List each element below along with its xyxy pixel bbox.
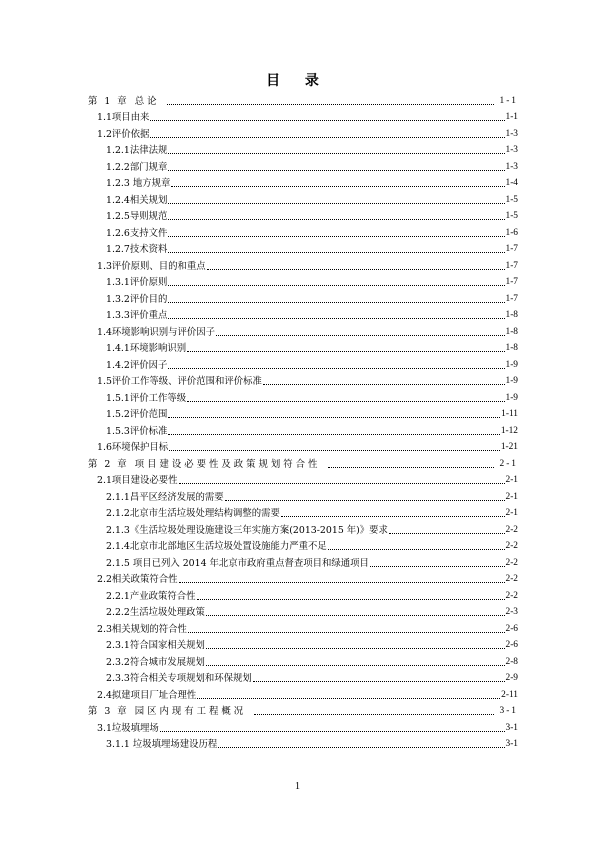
toc-entry[interactable] bbox=[88, 387, 518, 404]
toc-entry-number: 2.2.2 bbox=[106, 607, 130, 618]
toc-leader-dots bbox=[167, 94, 493, 105]
toc-leader-dots bbox=[168, 193, 504, 204]
toc-entry-page: 1-9 bbox=[505, 376, 518, 386]
toc-entry-title: 生活垃圾处理政策 bbox=[129, 607, 205, 618]
toc-leader-dots bbox=[253, 671, 505, 682]
toc-entry-number: 1.3.3 bbox=[106, 310, 130, 321]
toc-leader-dots bbox=[179, 572, 505, 583]
toc-entry[interactable] bbox=[88, 123, 518, 140]
toc-entry-number: 2.3.2 bbox=[106, 656, 130, 668]
toc-entry[interactable] bbox=[88, 536, 518, 553]
toc-leader-dots bbox=[188, 622, 505, 633]
toc-entry-page: 1-8 bbox=[505, 326, 518, 337]
toc-entry-title: 环境影响识别 bbox=[129, 343, 187, 354]
toc-leader-dots bbox=[168, 292, 504, 303]
toc-entry-page: 2-6 bbox=[505, 623, 518, 634]
toc-leader-dots bbox=[370, 556, 505, 567]
toc-entry[interactable] bbox=[88, 222, 518, 239]
toc-entry-page: 2-1 bbox=[505, 475, 518, 485]
toc-leader-dots bbox=[168, 226, 504, 237]
toc-leader-dots bbox=[187, 341, 504, 352]
toc-entry-page: 1-5 bbox=[505, 194, 518, 205]
toc-entry-page: 1-3 bbox=[505, 161, 518, 172]
toc-entry-page: 2-2 bbox=[505, 574, 518, 584]
toc-entry-number: 3.1 bbox=[97, 722, 112, 734]
toc-entry-number: 1.2.5 bbox=[106, 211, 130, 222]
toc-entry-number: 2.3 bbox=[97, 623, 112, 635]
toc-entry-page: 1-7 bbox=[505, 260, 518, 271]
toc-entry[interactable] bbox=[88, 552, 518, 569]
toc-entry[interactable] bbox=[88, 602, 518, 619]
toc-entry-title: 评价原则、目的和重点 bbox=[111, 260, 206, 272]
toc-entry-page: 1-5 bbox=[505, 211, 518, 221]
toc-entry-page: 1-12 bbox=[500, 425, 518, 436]
toc-entry-title: 北京市北部地区生活垃圾处置设施能力严重不足 bbox=[129, 541, 327, 552]
toc-entry-title: 总论 bbox=[134, 95, 160, 107]
toc-leader-dots bbox=[225, 490, 505, 501]
toc-entry[interactable] bbox=[88, 404, 518, 421]
toc-leader-dots bbox=[206, 638, 505, 649]
toc-entry-title: 评价标准 bbox=[129, 425, 168, 437]
toc-entry-number: 2.1.2 bbox=[106, 508, 130, 519]
toc-entry-number: 2.4 bbox=[97, 689, 112, 701]
toc-entry-page: 2-1 bbox=[505, 508, 518, 518]
toc-leader-dots bbox=[207, 259, 505, 270]
toc-entry-title: 支持文件 bbox=[129, 227, 168, 239]
toc-entry-title: 项目已列入 2014 年北京市政府重点督查项目和绿通项目 bbox=[132, 557, 369, 569]
toc-entry-number: 2.3.1 bbox=[106, 640, 130, 651]
toc-entry-title: 北京市生活垃圾处理结构调整的需要 bbox=[129, 508, 280, 519]
toc-entry-page: 1-21 bbox=[500, 442, 518, 452]
toc-entry-title: 符合相关专项规划和环保规划 bbox=[129, 673, 252, 684]
toc-entry-number: 2.2 bbox=[97, 574, 112, 585]
toc-entry-number: 1.2.6 bbox=[106, 227, 130, 239]
toc-entry-page: 2-2 bbox=[505, 590, 518, 601]
toc-entry-title: 评价因子 bbox=[129, 359, 168, 371]
toc-entry-title: 部门规章 bbox=[129, 161, 168, 173]
toc-entry-number: 1.4 bbox=[97, 326, 112, 338]
toc-leader-dots bbox=[263, 374, 505, 385]
toc-entry-page: 1-11 bbox=[501, 409, 518, 419]
toc-entry-title: 符合国家相关规划 bbox=[129, 640, 205, 651]
toc-entry-number: 1.4.2 bbox=[106, 359, 130, 371]
toc-entry-title: 法律法规 bbox=[129, 145, 168, 156]
toc-leader-dots bbox=[168, 424, 499, 435]
toc-entry-number: 1.5 bbox=[97, 376, 112, 387]
toc-entry[interactable] bbox=[88, 437, 518, 454]
toc-leader-dots bbox=[328, 457, 493, 468]
toc-entry-title: 评价依据 bbox=[111, 128, 150, 140]
toc-entry[interactable] bbox=[88, 173, 518, 190]
toc-entry-page: 3-1 bbox=[505, 722, 518, 733]
toc-entry-number: 1.4.1 bbox=[106, 343, 130, 354]
toc-entry-number: 1.1 bbox=[97, 112, 112, 123]
toc-entry[interactable] bbox=[88, 734, 518, 751]
toc-entry[interactable] bbox=[88, 321, 518, 338]
toc-entry[interactable] bbox=[88, 206, 518, 223]
toc-entry[interactable] bbox=[88, 305, 518, 322]
toc-entry-number: 第 1 章 bbox=[88, 95, 129, 107]
toc-entry-number: 1.3.1 bbox=[106, 277, 130, 288]
toc-entry-page: 1-9 bbox=[505, 359, 518, 370]
toc-entry-number: 1.5.3 bbox=[106, 425, 130, 437]
toc-leader-dots bbox=[206, 655, 505, 666]
toc-leader-dots bbox=[168, 209, 504, 220]
table-of-contents bbox=[88, 90, 518, 750]
toc-entry[interactable] bbox=[88, 684, 518, 701]
toc-leader-dots bbox=[169, 440, 500, 451]
toc-entry-number: 第 2 章 bbox=[88, 458, 129, 470]
toc-entry-number: 1.2.4 bbox=[106, 194, 130, 206]
toc-leader-dots bbox=[216, 325, 504, 336]
toc-entry[interactable] bbox=[88, 338, 518, 355]
toc-entry[interactable] bbox=[88, 420, 518, 437]
toc-entry-number: 2.1.3 bbox=[106, 524, 130, 536]
toc-entry-title: 相关规划的符合性 bbox=[111, 623, 187, 635]
toc-entry[interactable] bbox=[88, 156, 518, 173]
toc-entry-title: 项目建设必要性 bbox=[111, 475, 178, 486]
toc-entry-title: 昌平区经济发展的需要 bbox=[129, 491, 224, 503]
toc-entry-number: 1.3 bbox=[97, 260, 112, 272]
toc-entry-number: 2.1.1 bbox=[106, 491, 130, 503]
toc-entry[interactable] bbox=[88, 140, 518, 157]
toc-entry-page: 1-1 bbox=[499, 95, 518, 106]
toc-entry-number: 1.2.3 bbox=[106, 178, 130, 189]
toc-leader-dots bbox=[197, 688, 500, 699]
toc-entry[interactable] bbox=[88, 618, 518, 635]
toc-leader-dots bbox=[171, 176, 504, 187]
toc-entry-number: 2.2.1 bbox=[106, 590, 130, 602]
toc-leader-dots bbox=[254, 704, 493, 715]
toc-entry-page: 2-2 bbox=[505, 557, 518, 568]
toc-entry-page: 2-1 bbox=[499, 458, 518, 469]
toc-entry-number: 3.1.1 bbox=[106, 739, 130, 750]
toc-entry-title: 环境影响识别与评价因子 bbox=[111, 326, 216, 338]
toc-entry-page: 1-3 bbox=[505, 145, 518, 155]
toc-entry-page: 1-4 bbox=[505, 178, 518, 188]
toc-entry[interactable] bbox=[88, 272, 518, 289]
toc-entry-page: 2-9 bbox=[505, 673, 518, 683]
toc-leader-dots bbox=[206, 605, 505, 616]
toc-leader-dots bbox=[281, 506, 505, 517]
toc-entry-title: 《生活垃圾处理设施建设三年实施方案(2013-2015 年)》要求 bbox=[129, 524, 388, 536]
toc-entry-page: 2-3 bbox=[505, 607, 518, 617]
toc-entry[interactable] bbox=[88, 486, 518, 503]
toc-entry-title: 项目由来 bbox=[111, 112, 150, 123]
toc-entry-page: 2-8 bbox=[505, 656, 518, 667]
toc-entry-title: 评价目的 bbox=[129, 293, 168, 305]
toc-entry-number: 1.2.7 bbox=[106, 244, 130, 255]
toc-leader-dots bbox=[328, 539, 505, 550]
toc-entry-title: 符合城市发展规划 bbox=[129, 656, 205, 668]
toc-entry-page: 1-8 bbox=[505, 310, 518, 320]
page-number: 1 bbox=[295, 781, 300, 792]
toc-entry-title: 园区内现有工程概况 bbox=[134, 706, 247, 717]
toc-entry[interactable] bbox=[88, 717, 518, 734]
toc-leader-dots bbox=[168, 358, 504, 369]
toc-leader-dots bbox=[168, 308, 504, 319]
toc-entry-title: 地方规章 bbox=[132, 178, 171, 189]
toc-entry-title: 垃圾填埋场 bbox=[111, 722, 159, 734]
toc-entry-title: 相关政策符合性 bbox=[111, 574, 178, 585]
toc-entry-page: 3-1 bbox=[505, 739, 518, 749]
toc-leader-dots bbox=[187, 391, 504, 402]
toc-entry-title: 评价原则 bbox=[129, 277, 168, 288]
toc-entry-page: 2-6 bbox=[505, 640, 518, 650]
toc-leader-dots bbox=[389, 523, 505, 534]
toc-entry-page: 1-7 bbox=[505, 277, 518, 287]
toc-entry[interactable] bbox=[88, 470, 518, 487]
toc-entry[interactable] bbox=[88, 354, 518, 371]
toc-entry[interactable] bbox=[88, 255, 518, 272]
toc-entry-page: 1-9 bbox=[505, 392, 518, 403]
toc-entry-title: 产业政策符合性 bbox=[129, 590, 196, 602]
toc-entry[interactable] bbox=[88, 453, 518, 470]
toc-entry-title: 评价工作等级 bbox=[129, 392, 187, 404]
toc-entry-page: 3-1 bbox=[499, 706, 518, 716]
toc-entry-page: 2-2 bbox=[505, 541, 518, 551]
toc-entry-number: 1.5.2 bbox=[106, 409, 130, 420]
toc-entry-title: 技术资料 bbox=[129, 244, 168, 255]
toc-entry-number: 第 3 章 bbox=[88, 706, 129, 717]
toc-entry[interactable] bbox=[88, 569, 518, 586]
toc-entry[interactable] bbox=[88, 585, 518, 602]
toc-entry-title: 垃圾填埋场建设历程 bbox=[132, 739, 218, 750]
toc-entry-number: 1.5.1 bbox=[106, 392, 130, 404]
toc-leader-dots bbox=[168, 242, 504, 253]
toc-entry-title: 评价重点 bbox=[129, 310, 168, 321]
toc-entry[interactable] bbox=[88, 503, 518, 520]
toc-entry[interactable] bbox=[88, 701, 518, 718]
toc-entry-title: 项目建设必要性及政策规划符合性 bbox=[134, 458, 321, 470]
toc-entry[interactable] bbox=[88, 371, 518, 388]
toc-entry[interactable] bbox=[88, 519, 518, 536]
toc-entry-number: 1.2.1 bbox=[106, 145, 130, 156]
toc-leader-dots bbox=[168, 143, 504, 154]
toc-entry-page: 1-7 bbox=[505, 244, 518, 254]
toc-entry-number: 2.1.4 bbox=[106, 541, 130, 552]
toc-leader-dots bbox=[168, 407, 500, 418]
toc-entry-page: 1-7 bbox=[505, 293, 518, 304]
toc-leader-dots bbox=[150, 127, 504, 138]
toc-entry[interactable] bbox=[88, 288, 518, 305]
toc-entry-number: 2.1 bbox=[97, 475, 112, 486]
toc-entry-page: 1-3 bbox=[505, 128, 518, 139]
toc-entry[interactable] bbox=[88, 651, 518, 668]
toc-entry-title: 相关规划 bbox=[129, 194, 168, 206]
toc-leader-dots bbox=[197, 589, 505, 600]
toc-entry-page: 2-1 bbox=[505, 491, 518, 502]
toc-entry-number: 1.3.2 bbox=[106, 293, 130, 305]
toc-entry-page: 1-6 bbox=[505, 227, 518, 238]
toc-leader-dots bbox=[218, 737, 504, 748]
toc-entry[interactable] bbox=[88, 239, 518, 256]
page-title: 目 录 bbox=[266, 73, 329, 89]
toc-leader-dots bbox=[168, 275, 504, 286]
toc-entry-number: 1.2 bbox=[97, 128, 112, 140]
toc-entry-title: 拟建项目厂址合理性 bbox=[111, 689, 197, 701]
toc-entry-number: 1.2.2 bbox=[106, 161, 130, 173]
toc-leader-dots bbox=[150, 110, 504, 121]
toc-entry[interactable] bbox=[88, 635, 518, 652]
toc-entry-page: 1-1 bbox=[505, 112, 518, 122]
toc-entry[interactable] bbox=[88, 189, 518, 206]
toc-entry-title: 导则规范 bbox=[129, 211, 168, 222]
toc-entry[interactable] bbox=[88, 90, 518, 107]
toc-leader-dots bbox=[160, 721, 505, 732]
toc-entry-page: 2-11 bbox=[501, 689, 518, 700]
toc-leader-dots bbox=[168, 160, 504, 171]
toc-entry-number: 2.1.5 bbox=[106, 557, 130, 569]
toc-entry-title: 环境保护目标 bbox=[111, 442, 169, 453]
toc-entry-number: 2.3.3 bbox=[106, 673, 130, 684]
toc-entry-page: 1-8 bbox=[505, 343, 518, 353]
toc-entry-title: 评价工作等级、评价范围和评价标准 bbox=[111, 376, 262, 387]
toc-entry-title: 评价范围 bbox=[129, 409, 168, 420]
toc-entry-page: 2-2 bbox=[505, 524, 518, 535]
toc-entry[interactable] bbox=[88, 107, 518, 124]
toc-entry[interactable] bbox=[88, 668, 518, 685]
toc-entry-number: 1.6 bbox=[97, 442, 112, 453]
toc-leader-dots bbox=[179, 473, 505, 484]
